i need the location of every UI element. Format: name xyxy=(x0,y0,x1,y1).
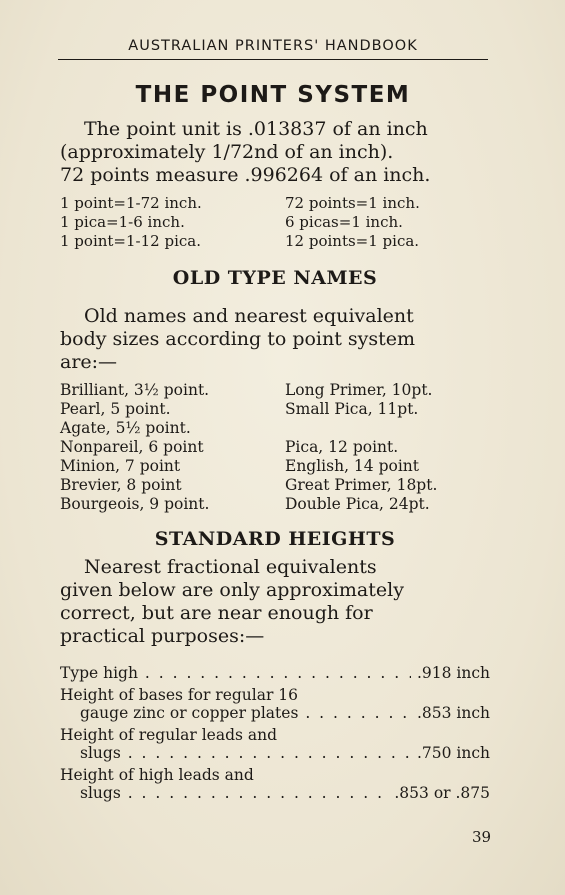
name-left: Minion, 7 point xyxy=(60,457,181,475)
name-row xyxy=(60,419,490,438)
unit-left: 1 pica=1-6 inch. xyxy=(60,213,185,231)
unit-equivalents xyxy=(60,194,490,251)
old-names-line-3: are:— xyxy=(60,351,118,373)
name-row xyxy=(60,400,490,419)
name-left: Pearl, 5 point. xyxy=(60,400,171,418)
height-value: .750 inch xyxy=(416,744,490,762)
height-label: Height of regular leads and xyxy=(60,726,278,744)
name-left: Brevier, 8 point xyxy=(60,476,182,494)
intro-line-1: The point unit is .013837 of an inch xyxy=(84,118,428,140)
name-right: Small Pica, 11pt. xyxy=(285,400,419,418)
name-left: Bourgeois, 9 point. xyxy=(60,495,210,513)
intro-paragraph xyxy=(60,118,490,187)
unit-row xyxy=(60,232,490,251)
height-item-regular-leads xyxy=(60,726,490,762)
name-row xyxy=(60,438,490,457)
name-right: Pica, 12 point. xyxy=(285,438,399,456)
name-row xyxy=(60,476,490,495)
unit-left: 1 point=1-12 pica. xyxy=(60,232,201,250)
heights-line-2: given below are only approximately xyxy=(60,579,404,601)
height-label-cont: slugs . . . xyxy=(80,784,388,802)
unit-right: 12 points=1 pica. xyxy=(285,232,420,250)
old-names-paragraph xyxy=(60,305,490,374)
height-label-cont: gauge zinc or copper plates . . . xyxy=(80,704,411,722)
height-label: Height of high leads and xyxy=(60,766,254,784)
height-item-type-high xyxy=(60,664,490,682)
name-left: Brilliant, 3½ point. xyxy=(60,381,210,399)
unit-right: 6 picas=1 inch. xyxy=(285,213,403,231)
name-right: Great Primer, 18pt. xyxy=(285,476,438,494)
name-right: Double Pica, 24pt. xyxy=(285,495,430,513)
standard-heights-paragraph xyxy=(60,556,490,648)
height-label: Height of bases for regular 16 xyxy=(60,686,299,704)
heights-line-4: practical purposes:— xyxy=(60,625,265,647)
heights-line-1: Nearest fractional equivalents xyxy=(84,556,377,578)
height-value: .918 inch xyxy=(416,664,490,682)
unit-row xyxy=(60,213,490,232)
name-right xyxy=(285,419,490,438)
old-names-line-2: body sizes according to point system xyxy=(60,328,416,350)
name-row xyxy=(60,495,490,514)
page-number: 39 xyxy=(472,828,492,846)
name-row xyxy=(60,457,490,476)
name-right: Long Primer, 10pt. xyxy=(285,381,433,399)
height-value: .853 inch xyxy=(416,704,490,722)
name-row xyxy=(60,381,490,400)
unit-row xyxy=(60,194,490,213)
intro-line-2: (approximately 1/72nd of an inch). xyxy=(60,141,394,163)
height-label: Type high . . . xyxy=(60,664,411,682)
height-label-cont: slugs . . . xyxy=(80,744,411,762)
heights-line-3: correct, but are near enough for xyxy=(60,602,373,624)
heights-list xyxy=(60,664,490,806)
unit-right: 72 points=1 inch. xyxy=(285,194,420,212)
unit-left: 1 point=1-72 inch. xyxy=(60,194,202,212)
intro-line-3: 72 points measure .996264 of an inch. xyxy=(60,164,431,186)
page-title: THE POINT SYSTEM xyxy=(135,82,411,108)
old-names-table xyxy=(60,381,490,514)
height-value: .853 or .875 xyxy=(394,784,490,802)
name-left: Agate, 5½ point. xyxy=(60,419,191,437)
height-item-high-leads xyxy=(60,766,490,802)
name-left: Nonpareil, 6 point xyxy=(60,438,204,456)
standard-heights-heading: STANDARD HEIGHTS xyxy=(154,528,396,550)
running-head: AUSTRALIAN PRINTERS' HANDBOOK xyxy=(58,38,488,60)
height-item-bases xyxy=(60,686,490,722)
old-type-names-heading: OLD TYPE NAMES xyxy=(172,267,378,289)
old-names-line-1: Old names and nearest equivalent xyxy=(84,305,414,327)
name-right: English, 14 point xyxy=(285,457,419,475)
